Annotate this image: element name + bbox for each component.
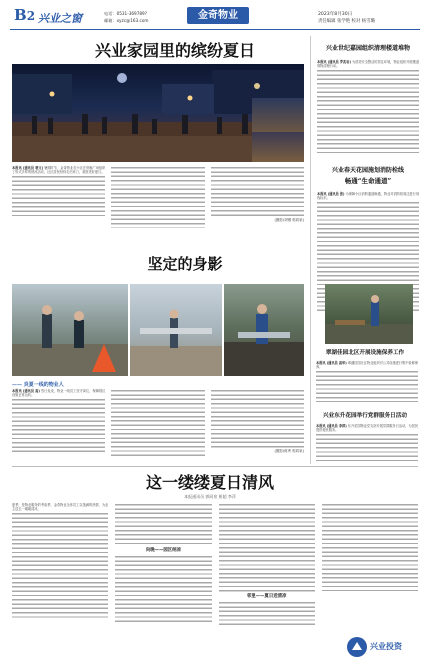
bottom-divider [12, 466, 418, 467]
bottom-col-3 [219, 503, 315, 627]
contact-email: 邮箱：xyzc@163.com [104, 18, 149, 23]
masthead [0, 0, 430, 36]
feature-photo-middle [130, 284, 222, 376]
main-col-3 [211, 166, 304, 228]
feature-photo-right [224, 284, 304, 376]
bottom-col-2 [115, 503, 211, 627]
side-4-body: 本报讯 (通讯员 李萍) 东升花园物业党支部开展党群服务日活动，为居民提供便民服务。 [316, 424, 418, 464]
issue-date: 2023年8月30日 [318, 12, 353, 17]
bottom-body [12, 503, 418, 627]
main-headline: 兴业家园里的缤纷夏日 [94, 41, 255, 60]
section-title: 金奇物业 [198, 10, 238, 21]
main-photo-inset-1 [252, 98, 304, 132]
main-col-2 [111, 166, 204, 228]
paper-name: 兴业之窗 [38, 12, 82, 25]
feature-col-1: 本报讯 (通讯员 高) 烈日炎炎，物业一线员工坚守岗位，保障园区设施正常运转。 [12, 389, 105, 459]
side-3-body: 本报讯 (通讯员 高华) 翠湖佳园北区物业组织对公共设施进行集中检修保养。 [316, 361, 418, 405]
side-4-headline: 兴业东升花园举行党群服务日活动 [323, 413, 407, 419]
contact-tel: 电话：0531-369789? [104, 11, 147, 16]
footer-logo [346, 636, 420, 658]
main-photo-inset-2 [252, 132, 304, 162]
bottom-byline: 本报通讯员 郭同泉 崔超 李萍 [184, 494, 236, 499]
feature-col-3 [211, 389, 304, 459]
main-col-1: 本报讯 (通讯员 裴文) 暑期时节，金奇物业各小区在傍晚广场组织了形式多样的纳凉活动，社区居民纷纷走出家门，欢度美好夏日。 [12, 166, 105, 228]
side-1-headline: 兴业世纪嘉园组织清理楼道堆物 [325, 45, 410, 52]
company-logo-text: 兴业投资 [370, 641, 402, 651]
feature-photo-left [12, 284, 128, 376]
feature-photo-credit: (摄影/蒋秀 郭同泉) [274, 449, 304, 453]
fountain-photo [130, 284, 222, 376]
bottom-col-1: 夏季，是物业服务的考验季，金奇物业全体员工以饱满的热情，为业主送去一缕缕清凉。 [12, 503, 108, 627]
bottom-headline: 这一缕缕夏日清风 [145, 473, 274, 492]
main-story-body [12, 166, 304, 228]
side-3-photo [325, 284, 413, 344]
maintenance-photo [224, 284, 304, 376]
bottom-col-4 [322, 503, 418, 627]
bottom-subhead-2: 邻里——夏日送清凉 [246, 594, 287, 599]
masthead-rule [10, 29, 420, 30]
main-photo-credit: (摄影/刘钢 郭同泉) [274, 218, 304, 222]
side-2-headline-2: 畅通“生命通道” [344, 177, 392, 185]
side-2-headline-1: 兴业春天花园施划消防栓线 [331, 167, 404, 174]
side-1-body: 本报讯 (通讯员 罗兆岩) 为营造安全整洁的居住环境，物业组织开展楼道堆物清理行动。 [317, 60, 419, 160]
bottom-subhead-1: 向晚——园区纳凉 [145, 548, 181, 553]
feature-col-2 [111, 389, 204, 459]
side-3-headline: 翠湖佳园北区开展设施保养工作 [325, 350, 405, 356]
feature-headline: 坚定的身影 [147, 255, 223, 273]
company-logo-icon [346, 636, 368, 658]
page-number: B2 [14, 6, 36, 24]
park-maintenance-photo [325, 284, 413, 344]
workers-photo [12, 284, 128, 376]
feature-body [12, 389, 304, 459]
editor-credits: 责任编辑 张学艳 校对 杨雪璐 [318, 19, 375, 24]
side-2-body: 本报讯 (通讯员 张) 为保障小区消防通道畅通，物业对消防栓周边进行划线标识。 [317, 192, 419, 314]
feature-subtitle: —— 炎夏一线的物业人 [12, 382, 64, 388]
